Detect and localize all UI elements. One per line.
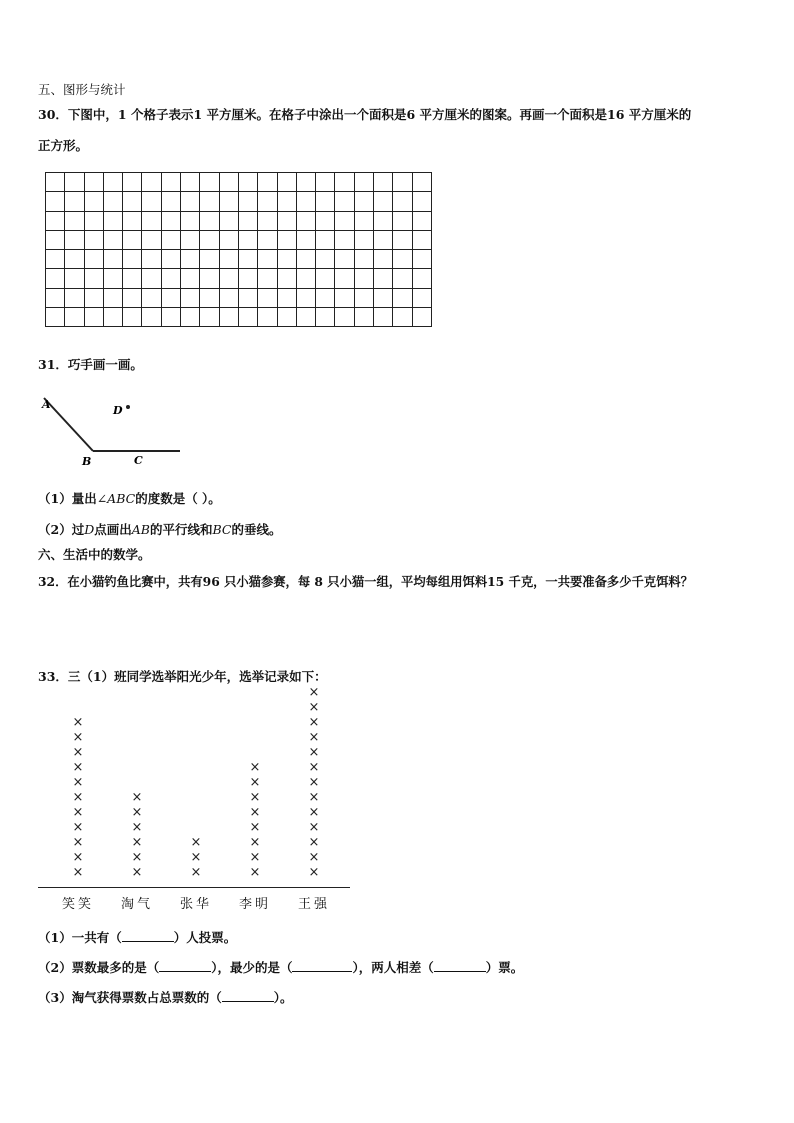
grid-cell[interactable] [103,230,122,249]
grid-cell[interactable] [103,211,122,230]
vote-mark: × [308,715,320,730]
grid-cell[interactable] [161,211,180,230]
grid-cell[interactable] [258,308,277,327]
grid-cell[interactable] [335,173,354,192]
grid-row [46,211,432,230]
grid-cell[interactable] [46,308,65,327]
grid-cell[interactable] [277,308,296,327]
grid-cell[interactable] [161,192,180,211]
grid-cell[interactable] [219,230,238,249]
vote-mark: × [131,865,143,880]
q33-sub1-pre: （1）一共有（ [38,930,122,945]
candidate-name: 王强 [297,897,330,912]
grid-cell[interactable] [84,192,103,211]
grid-cell[interactable] [238,211,257,230]
label-d: D [113,404,123,417]
vote-mark: × [249,805,261,820]
grid-cell[interactable] [296,308,315,327]
vote-mark: × [190,850,202,865]
vote-mark: × [72,865,84,880]
vote-mark: × [72,760,84,775]
grid-cell[interactable] [277,173,296,192]
grid-cell[interactable] [142,211,161,230]
grid-cell[interactable] [238,269,257,288]
grid-row [46,230,432,249]
grid-cell[interactable] [142,250,161,269]
label-c: C [134,454,143,467]
grid-cell[interactable] [142,308,161,327]
grid-cell[interactable] [181,288,200,307]
point-d-dot [126,405,130,409]
grid-cell[interactable] [84,288,103,307]
grid-cell[interactable] [374,288,393,307]
q33-sub2-pre: （2）票数最多的是（ [38,960,160,975]
grid-cell[interactable] [277,230,296,249]
grid-cell[interactable] [316,269,335,288]
grid-cell[interactable] [258,250,277,269]
grid-cell[interactable] [219,192,238,211]
vote-mark: × [72,835,84,850]
q31-sub2-mid2: 的平行线和 [149,522,213,537]
q30-line1: 30．下图中，1 个格子表示1 平方厘米。在格子中涂出一个面积是6 平方厘米的图案。再画一个面积是16 平方厘米的 [38,107,692,122]
grid-cell[interactable] [161,250,180,269]
grid-cell[interactable] [46,211,65,230]
grid-cell[interactable] [335,308,354,327]
grid-cell[interactable] [374,250,393,269]
grid-cell[interactable] [354,192,373,211]
grid-cell[interactable] [219,308,238,327]
vote-mark: × [131,820,143,835]
tally-column [302,685,326,880]
grid-cell[interactable] [181,308,200,327]
grid-cell[interactable] [393,173,412,192]
grid-cell[interactable] [354,288,373,307]
q33-sub3 [38,988,292,1006]
grid-cell[interactable] [123,192,142,211]
grid-cell[interactable] [354,269,373,288]
grid-cell[interactable] [316,192,335,211]
grid-cell[interactable] [277,288,296,307]
grid-cell[interactable] [412,269,431,288]
angle-abc-figure [38,392,198,472]
vote-mark: × [72,745,84,760]
grid-cell[interactable] [354,211,373,230]
grid-cell[interactable] [354,230,373,249]
q31-title: 31．巧手画一画。 [38,357,143,372]
grid-cell[interactable] [84,173,103,192]
grid-cell[interactable] [374,308,393,327]
grid-cell[interactable] [103,250,122,269]
grid-cell[interactable] [335,211,354,230]
grid-cell[interactable] [161,230,180,249]
grid-cell[interactable] [65,173,84,192]
grid-cell[interactable] [296,211,315,230]
vote-mark: × [190,865,202,880]
grid-cell[interactable] [142,269,161,288]
q33-sub3-post: ）。 [273,990,293,1005]
vote-mark: × [131,790,143,805]
vote-mark: × [308,865,320,880]
grid-cell[interactable] [200,308,219,327]
vote-mark: × [131,850,143,865]
grid-cell[interactable] [65,288,84,307]
q31-sub2-mid: 点画出 [94,522,132,537]
grid-cell[interactable] [46,230,65,249]
q33-sub2-mid1: ），最少的是（ [211,960,293,975]
grid-cell[interactable] [84,230,103,249]
answer-blank-total[interactable] [122,929,174,942]
vote-mark: × [131,835,143,850]
grid-cell[interactable] [200,211,219,230]
vote-tally-chart [38,685,358,920]
line-bc-symbol: BC [212,522,232,537]
vote-mark: × [308,775,320,790]
q31-sub2-post: 的垂线。 [231,522,282,537]
grid-cell[interactable] [123,230,142,249]
grid-cell[interactable] [219,288,238,307]
vote-mark: × [190,835,202,850]
grid-cell[interactable] [200,250,219,269]
grid-cell[interactable] [296,192,315,211]
grid-cell[interactable] [84,211,103,230]
q33-sub2 [38,958,523,976]
grid-cell[interactable] [258,230,277,249]
answer-blank-least[interactable] [292,959,352,972]
grid-cell[interactable] [296,173,315,192]
vote-mark: × [249,820,261,835]
grid-cell[interactable] [161,308,180,327]
vote-mark: × [308,760,320,775]
point-d-symbol: D [84,522,95,537]
section-6-title: 六、生活中的数学。 [38,547,151,562]
grid-cell[interactable] [412,192,431,211]
grid-cell[interactable] [65,192,84,211]
grid-cell[interactable] [354,308,373,327]
vote-mark: × [249,850,261,865]
grid-cell[interactable] [316,211,335,230]
grid-cell[interactable] [84,250,103,269]
grid-cell[interactable] [103,192,122,211]
grid-cell[interactable] [412,173,431,192]
vote-mark: × [72,790,84,805]
q31-sub1 [38,489,221,507]
grid-cell[interactable] [335,192,354,211]
grid-cell[interactable] [258,192,277,211]
grid-cell[interactable] [316,230,335,249]
grid-cell[interactable] [412,211,431,230]
q33-sub3-pre: （3）淘气获得票数占总票数的（ [38,990,222,1005]
grid-cell[interactable] [46,269,65,288]
grid-cell[interactable] [200,288,219,307]
line-ab-symbol: AB [131,522,150,537]
vote-mark: × [308,745,320,760]
q30-line2: 正方形。 [38,138,89,153]
grid-cell[interactable] [296,230,315,249]
grid-cell[interactable] [181,173,200,192]
grid-cell[interactable] [161,269,180,288]
q31-sub2-pre: （2）过 [38,522,85,537]
candidate-name: 张华 [179,897,212,912]
grid-cell[interactable] [219,173,238,192]
grid-cell[interactable] [277,211,296,230]
grid-cell[interactable] [161,288,180,307]
grid-cell[interactable] [335,269,354,288]
q33-sub1 [38,928,236,946]
grid-cell[interactable] [258,288,277,307]
grid-cell[interactable] [354,173,373,192]
grid-cell[interactable] [316,288,335,307]
grid-row [46,173,432,192]
grid-row [46,269,432,288]
answer-blank-fraction[interactable] [222,989,274,1002]
grid-cell[interactable] [258,211,277,230]
vote-mark: × [131,805,143,820]
q31-sub1-pre: （1）量出 [38,491,97,506]
grid-cell[interactable] [103,173,122,192]
section-5-title: 五、图形与统计 [38,82,126,97]
answer-blank-difference[interactable] [434,959,486,972]
vote-mark: × [308,700,320,715]
grid-cell[interactable] [393,211,412,230]
grid-cell[interactable] [181,211,200,230]
vote-mark: × [72,820,84,835]
grid-cell[interactable] [161,173,180,192]
grid-cell[interactable] [65,230,84,249]
grid-row [46,250,432,269]
vote-mark: × [72,850,84,865]
grid-cell[interactable] [316,308,335,327]
grid-cell[interactable] [142,173,161,192]
grid-cell[interactable] [238,288,257,307]
q33-sub1-post: ）人投票。 [173,930,237,945]
vote-mark: × [308,835,320,850]
grid-cell[interactable] [103,269,122,288]
grid-row [46,288,432,307]
grid-cell[interactable] [393,192,412,211]
grid-cell[interactable] [219,211,238,230]
grid-cell[interactable] [142,288,161,307]
grid-cell[interactable] [258,173,277,192]
tally-baseline [38,887,350,888]
grid-cell[interactable] [65,308,84,327]
vote-mark: × [249,835,261,850]
grid-cell[interactable] [374,230,393,249]
q33-sub2-mid2: ），两人相差（ [352,960,434,975]
vote-mark: × [308,685,320,700]
square-grid[interactable] [45,172,432,327]
candidate-name: 淘气 [120,897,153,912]
grid-cell[interactable] [200,269,219,288]
q31-sub1-post: 的度数是（ ）。 [135,491,221,506]
vote-mark: × [308,820,320,835]
grid-cell[interactable] [277,250,296,269]
vote-mark: × [72,715,84,730]
grid-cell[interactable] [258,269,277,288]
vote-mark: × [72,775,84,790]
vote-mark: × [249,760,261,775]
grid-cell[interactable] [412,308,431,327]
grid-cell[interactable] [123,173,142,192]
candidate-name: 笑笑 [61,897,94,912]
grid-cell[interactable] [238,230,257,249]
ray-ba [44,398,93,451]
grid-cell[interactable] [200,192,219,211]
grid-cell[interactable] [238,250,257,269]
grid-cell[interactable] [181,269,200,288]
grid-cell[interactable] [123,211,142,230]
grid-cell[interactable] [200,173,219,192]
grid-cell[interactable] [123,308,142,327]
grid-cell[interactable] [335,250,354,269]
grid-cell[interactable] [46,192,65,211]
label-b: B [82,455,92,468]
q31-sub2 [38,520,281,538]
vote-mark: × [249,790,261,805]
grid-cell[interactable] [335,288,354,307]
vote-mark: × [72,805,84,820]
grid-cell[interactable] [46,173,65,192]
tally-column [184,835,208,880]
grid-cell[interactable] [142,192,161,211]
grid-cell[interactable] [103,308,122,327]
grid-cell[interactable] [200,230,219,249]
grid-cell[interactable] [46,250,65,269]
q32-text: 32．在小猫钓鱼比赛中，共有96 只小猫参赛，每 8 只小猫一组，平均每组用饵料15 千克，一共要准备多少千克饵料？ [38,574,693,589]
grid-cell[interactable] [103,288,122,307]
candidate-name: 李明 [238,897,271,912]
grid-cell[interactable] [374,211,393,230]
answer-blank-most[interactable] [159,959,211,972]
grid-cell[interactable] [219,269,238,288]
grid-cell[interactable] [123,288,142,307]
grid-cell[interactable] [393,308,412,327]
grid-cell[interactable] [316,250,335,269]
grid-cell[interactable] [238,192,257,211]
grid-cell[interactable] [374,173,393,192]
tally-column [66,715,90,880]
grid-cell[interactable] [393,269,412,288]
grid-cell[interactable] [181,250,200,269]
grid-cell[interactable] [65,250,84,269]
grid-cell[interactable] [238,173,257,192]
vote-mark: × [308,790,320,805]
grid-cell[interactable] [219,250,238,269]
label-a: A [42,398,51,411]
vote-mark: × [249,775,261,790]
q33-title: 33．三（1）班同学选举阳光少年，选举记录如下： [38,669,327,684]
grid-row [46,192,432,211]
vote-mark: × [249,865,261,880]
grid-cell[interactable] [393,230,412,249]
grid-cell[interactable] [123,269,142,288]
grid-cell[interactable] [296,250,315,269]
vote-mark: × [308,730,320,745]
grid-cell[interactable] [84,308,103,327]
grid-cell[interactable] [412,250,431,269]
tally-column [125,790,149,880]
grid-cell[interactable] [374,269,393,288]
grid-cell[interactable] [123,250,142,269]
grid-cell[interactable] [296,288,315,307]
grid-cell[interactable] [393,288,412,307]
q33-sub2-post: ）票。 [485,960,524,975]
grid-cell[interactable] [181,230,200,249]
vote-mark: × [72,730,84,745]
grid-cell[interactable] [277,192,296,211]
tally-column [243,760,267,880]
grid-cell[interactable] [65,269,84,288]
grid-cell[interactable] [412,288,431,307]
grid-cell[interactable] [277,269,296,288]
grid-cell[interactable] [335,230,354,249]
grid-cell[interactable] [84,269,103,288]
grid-cell[interactable] [181,192,200,211]
grid-cell[interactable] [412,230,431,249]
grid-row [46,308,432,327]
vote-mark: × [308,805,320,820]
vote-mark: × [308,850,320,865]
angle-abc-symbol: ∠ABC [96,491,136,506]
grid-cell[interactable] [65,211,84,230]
grid-cell[interactable] [374,192,393,211]
grid-cell[interactable] [238,308,257,327]
grid-cell[interactable] [316,173,335,192]
grid-cell[interactable] [354,250,373,269]
grid-cell[interactable] [142,230,161,249]
grid-cell[interactable] [296,269,315,288]
grid-cell[interactable] [393,250,412,269]
grid-cell[interactable] [46,288,65,307]
